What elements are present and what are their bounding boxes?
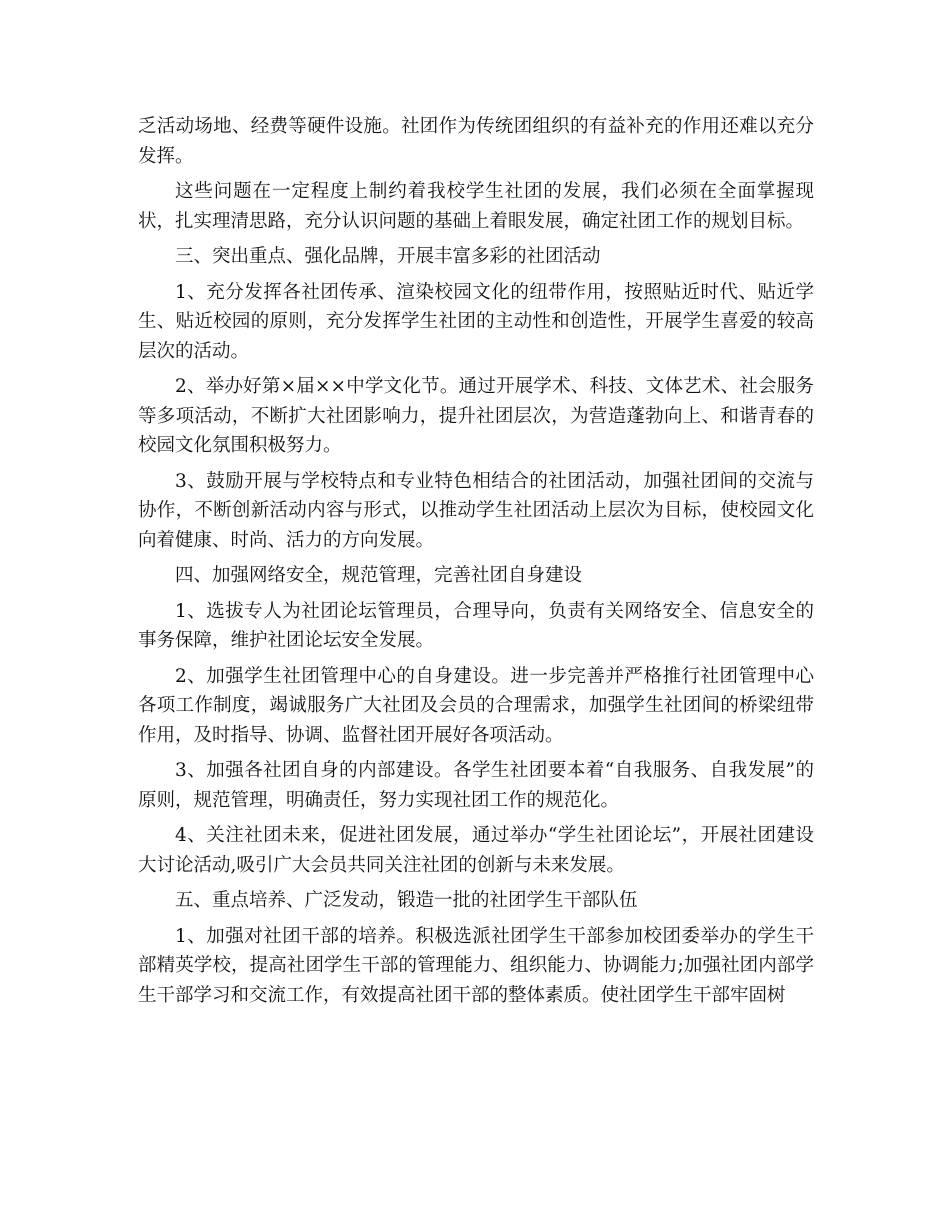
paragraph: 1、充分发挥各社团传承、渲染校园文化的纽带作用，按照贴近时代、贴近学生、贴近校园的原则，充分发挥学生社团的主动性和创造性，开展学生喜爱的较高层次的活动。 <box>138 281 814 362</box>
paragraph: 这些问题在一定程度上制约着我校学生社团的发展，我们必须在全面掌握现状，扎实理清思路，充分认识问题的基础上着眼发展，确定社团工作的规划目标。 <box>138 181 814 232</box>
paragraph: 2、举办好第×届××中学文化节。通过开展学术、科技、文体艺术、社会服务等多项活动，不断扩大社团影响力，提升社团层次，为营造蓬勃向上、和谐青春的校园文化氛围积极努力。 <box>138 376 814 456</box>
paragraph: 4、关注社团未来，促进社团发展，通过举办“学生社团论坛”，开展社团建设大讨论活动,吸引广大会员共同关注社团的创新与未来发展。 <box>138 825 814 876</box>
section-heading-4: 四、加强网络安全，规范管理，完善社团自身建设 <box>175 565 583 586</box>
paragraph-continued: 乏活动场地、经费等硬件设施。社团作为传统团组织的有益补充的作用还难以充分发挥。 <box>138 116 814 167</box>
paragraph: 1、选拔专人为社团论坛管理员，合理导向，负责有关网络安全、信息安全的事务保障，维护社团论坛安全发展。 <box>138 600 814 651</box>
section-heading-3: 三、突出重点、强化品牌，开展丰富多彩的社团活动 <box>175 246 601 267</box>
paragraph: 3、鼓励开展与学校特点和专业特色相结合的社团活动，加强社团间的交流与协作，不断创新活动内容与形式，以推动学生社团活动上层次为目标，使校园文化向着健康、时尚、活力的方向发展。 <box>138 470 814 551</box>
section-heading-5: 五、重点培养、广泛发动，锻造一批的社团学生干部队伍 <box>175 890 638 911</box>
paragraph: 1、加强对社团干部的培养。积极选派社团学生干部参加校团委举办的学生干部精英学校，提高社团学生干部的管理能力、组织能力、协调能力;加强社团内部学生干部学习和交流工作，有效提高社团干部的整体素质。使社团学生干部牢固树 <box>138 925 814 1006</box>
document-page <box>138 112 814 1016</box>
paragraph: 2、加强学生社团管理中心的自身建设。进一步完善并严格推行社团管理中心各项工作制度，竭诚服务广大社团及会员的合理需求，加强学生社团间的桥梁纽带作用，及时指导、协调、监督社团开展好各项活动。 <box>138 665 814 746</box>
paragraph: 3、加强各社团自身的内部建设。各学生社团要本着“自我服务、自我发展”的原则，规范管理，明确责任，努力实现社团工作的规范化。 <box>138 760 814 811</box>
